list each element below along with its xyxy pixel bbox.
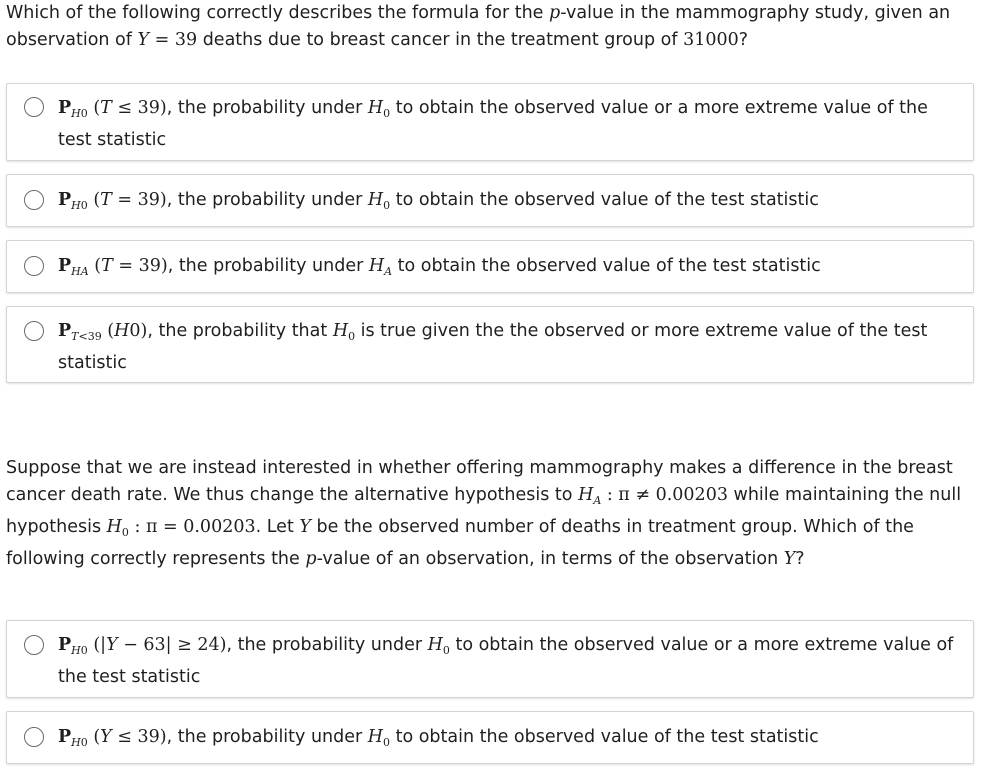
math-31000: 31000	[683, 30, 739, 50]
math-arg: ≤ 39)	[111, 727, 167, 747]
math-var: H	[114, 321, 130, 341]
math-sub-index: 0	[121, 526, 129, 539]
math-var: Y	[106, 635, 118, 655]
math-var: T	[101, 256, 113, 276]
question-2-text	[6, 455, 974, 573]
math-sub-index: <39	[78, 330, 102, 343]
option-text-part: , the probability that	[147, 321, 333, 341]
math-P: P	[58, 321, 72, 341]
option-text-part: to obtain the observed value of the test statistic	[390, 727, 819, 747]
math-P: P	[58, 98, 72, 118]
math-var: T	[100, 98, 112, 118]
math-arg: (	[87, 98, 101, 118]
answer-option-2[interactable]	[6, 174, 974, 227]
answer-option-1[interactable]	[6, 83, 974, 161]
math-arg: = 39)	[111, 190, 167, 210]
math-arg: (	[87, 727, 101, 747]
answer-option-6[interactable]	[6, 711, 974, 764]
option-text-part: , the probability under	[166, 727, 368, 747]
option-text	[58, 187, 961, 219]
option-text-part: to obtain the observed value of the test statistic	[390, 190, 819, 210]
math-sub: T	[71, 330, 79, 343]
math-H: H	[367, 727, 384, 747]
math-sub-index: 0	[348, 330, 356, 343]
option-text-part: to obtain the observed value or a more extreme value of the test statistic	[58, 635, 954, 687]
option-text-part: , the probability under	[226, 635, 428, 655]
math-sub-index: 0	[383, 736, 391, 749]
math-sub-index: 0	[80, 107, 88, 120]
math-arg: (	[101, 321, 115, 341]
math-H: H	[106, 517, 122, 537]
math-arg: 0)	[129, 321, 148, 341]
option-text	[58, 318, 961, 377]
option-text	[58, 253, 961, 285]
radio-button[interactable]	[24, 190, 44, 210]
question-text-part: while maintaining the null hypothesis	[6, 485, 962, 537]
question-text-part: . Let	[255, 517, 300, 537]
math-sub-index: A	[593, 494, 602, 507]
math-H: H	[367, 190, 384, 210]
math-H: H	[367, 98, 384, 118]
math-null-hypothesis: : π = 0.00203	[128, 517, 256, 537]
math-var: Y	[100, 727, 112, 747]
option-text	[58, 632, 961, 691]
math-arg: − 63| ≥ 24)	[117, 635, 227, 655]
question-text-part: deaths due to breast cancer in the treatment group of	[197, 30, 684, 50]
answer-option-3[interactable]	[6, 240, 974, 293]
math-sub: H	[71, 107, 81, 120]
question-1-text	[6, 0, 974, 54]
radio-button[interactable]	[24, 727, 44, 747]
math-sub-index: A	[80, 265, 89, 278]
math-arg: (	[88, 256, 102, 276]
option-text	[58, 724, 961, 756]
answer-option-4[interactable]	[6, 306, 974, 383]
math-Y: Y	[137, 30, 150, 50]
math-arg: = 39)	[112, 256, 168, 276]
math-sub: H	[71, 265, 81, 278]
question-text-part: be the observed number of deaths in treatment group. Which of the following correctly represents the	[6, 517, 914, 569]
math-var: T	[100, 190, 112, 210]
math-sub-index: A	[384, 265, 393, 278]
math-Y: Y	[299, 517, 311, 537]
math-sub-index: 0	[383, 199, 391, 212]
math-sub-index: 0	[383, 107, 391, 120]
math-p: p	[549, 3, 561, 23]
math-H: H	[427, 635, 443, 655]
math-P: P	[58, 635, 72, 655]
math-p: p	[305, 549, 317, 569]
math-Y: Y	[783, 549, 796, 569]
math-sub-index: 0	[80, 199, 88, 212]
math-H: H	[578, 485, 594, 505]
math-sub-index: 0	[80, 736, 88, 749]
math-sub: H	[71, 644, 81, 657]
math-P: P	[58, 727, 72, 747]
math-arg: ≤ 39)	[111, 98, 167, 118]
math-H: H	[368, 256, 385, 276]
math-H: H	[332, 321, 349, 341]
option-text	[58, 95, 961, 154]
math-sub: H	[71, 736, 81, 749]
option-text-part: , the probability under	[167, 256, 369, 276]
math-sub: H	[71, 199, 81, 212]
math-arg: (|	[87, 635, 107, 655]
question-text-part: Which of the following correctly describes the formula for the	[6, 3, 549, 23]
math-P: P	[58, 190, 72, 210]
question-text-part: ?	[738, 30, 749, 50]
math-sub-index: 0	[80, 644, 88, 657]
question-text-part: -value in the mammography study, given an observation of	[6, 3, 951, 50]
math-P: P	[58, 256, 72, 276]
option-text-part: is true given the the observed or more extreme value of the test statistic	[58, 321, 928, 373]
math-arg: (	[87, 190, 101, 210]
answer-option-5[interactable]	[6, 620, 974, 698]
radio-button[interactable]	[24, 256, 44, 276]
question-text-part: -value of an observation, in terms of the observation	[316, 549, 784, 569]
radio-button[interactable]	[24, 635, 44, 655]
option-text-part: to obtain the observed value or a more extreme value of the test statistic	[58, 98, 928, 150]
question-text-part: Suppose that we are instead interested in whether offering mammography makes a difference in the breast cancer death rate. We thus change the alternative hypothesis to	[6, 458, 953, 505]
radio-button[interactable]	[24, 97, 44, 117]
radio-button[interactable]	[24, 321, 44, 341]
math-equals-39: = 39	[149, 30, 198, 50]
math-alt-hypothesis: : π ≠ 0.00203	[601, 485, 728, 505]
option-text-part: to obtain the observed value of the test statistic	[392, 256, 821, 276]
math-sub-index: 0	[442, 644, 450, 657]
option-text-part: , the probability under	[166, 190, 368, 210]
option-text-part: , the probability under	[166, 98, 368, 118]
question-text-part: ?	[795, 549, 805, 569]
